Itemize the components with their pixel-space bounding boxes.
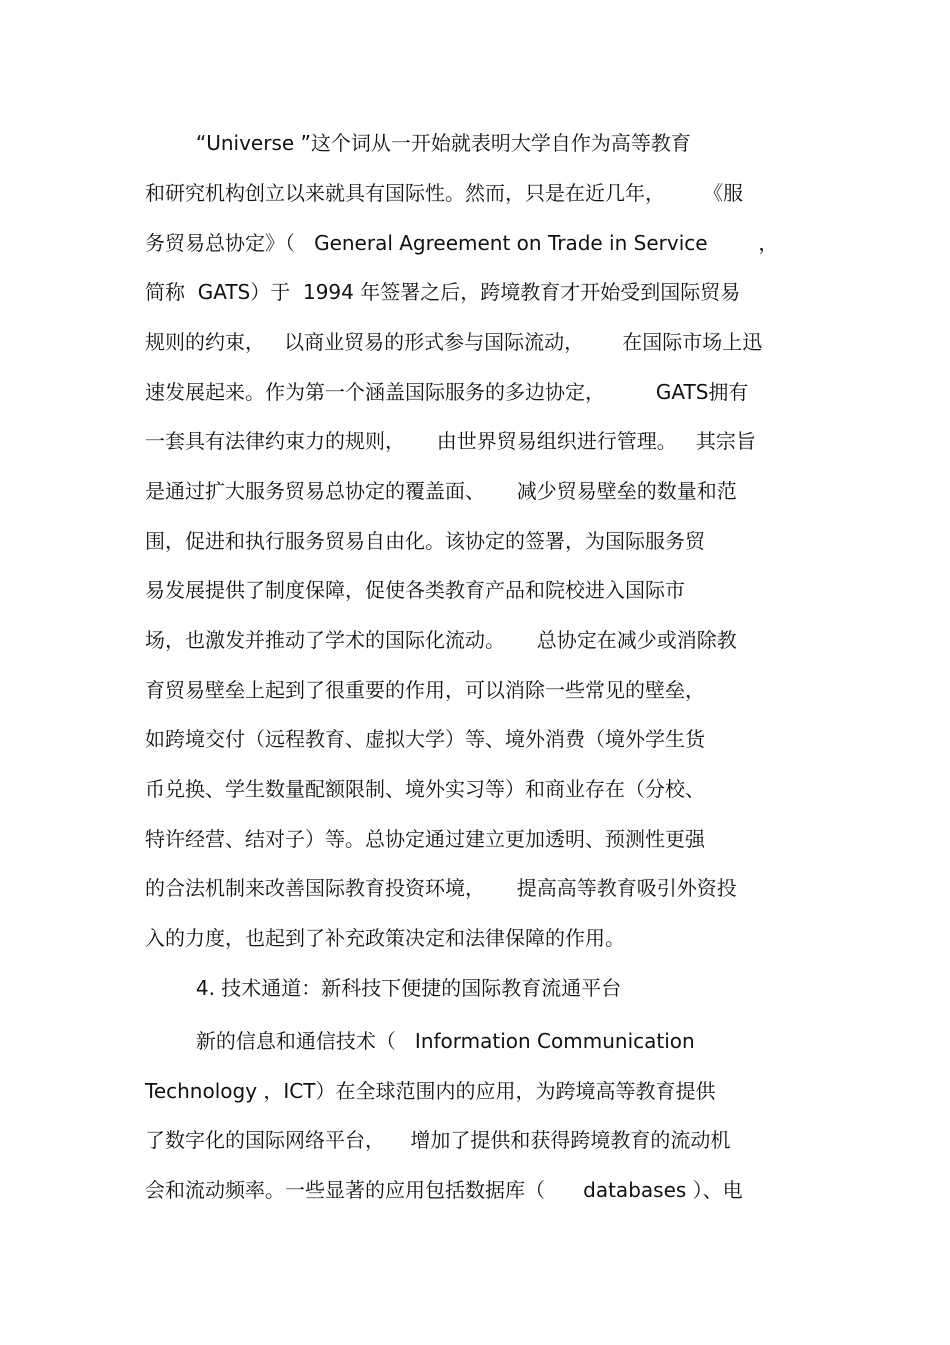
- text-line: 特许经营、结对子）等。总协定通过建立更加透明、预测性更强: [145, 827, 705, 851]
- text-line: 如跨境交付（远程教育、虚拟大学）等、境外消费（境外学生货: [145, 727, 705, 751]
- text-line: 易发展提供了制度保障，促使各类教育产品和院校进入国际市: [145, 578, 685, 602]
- section-heading: 4. 技术通道：新科技下便捷的国际教育流通平台: [145, 976, 622, 1000]
- text-line: 务贸易总协定》（ General Agreement on Trade in Service ，: [145, 231, 779, 255]
- text-line: 入的力度，也起到了补充政策决定和法律保障的作用。: [145, 926, 625, 950]
- text-line: 简称 GATS）于 1994 年签署之后，跨境教育才开始受到国际贸易: [145, 280, 741, 304]
- text-line: 规则的约束， 以商业贸易的形式参与国际流动， 在国际市场上迅: [145, 330, 763, 354]
- text-line: 币兑换、学生数量配额限制、境外实习等）和商业存在（分校、: [145, 777, 705, 801]
- text-line: “Universe ”这个词从一开始就表明大学自作为高等教育: [145, 131, 691, 155]
- text-line: 场，也激发并推动了学术的国际化流动。 总协定在减少或消除教: [145, 628, 737, 652]
- text-line: 一套具有法律约束力的规则， 由世界贸易组织进行管理。 其宗旨: [145, 429, 756, 453]
- text-line: Technology ，ICT）在全球范围内的应用，为跨境高等教育提供: [145, 1079, 716, 1103]
- text-line: 了数字化的国际网络平台， 增加了提供和获得跨境教育的流动机: [145, 1128, 731, 1152]
- text-line: 围，促进和执行服务贸易自由化。该协定的签署，为国际服务贸: [145, 529, 705, 553]
- text-line: 育贸易壁垒上起到了很重要的作用，可以消除一些常见的壁垒，: [145, 678, 705, 702]
- text-line: 会和流动频率。一些显著的应用包括数据库（ databases ）、电: [145, 1178, 743, 1202]
- text-line: 的合法机制来改善国际教育投资环境， 提高高等教育吸引外资投: [145, 876, 737, 900]
- text-line: 速发展起来。作为第一个涵盖国际服务的多边协定， GATS拥有: [145, 380, 749, 404]
- text-line: 和研究机构创立以来就具有国际性。然而，只是在近几年， 《服: [145, 181, 744, 205]
- text-line: 是通过扩大服务贸易总协定的覆盖面、 减少贸易壁垒的数量和范: [145, 479, 737, 503]
- text-line: 新的信息和通信技术（ Information Communication: [145, 1029, 695, 1053]
